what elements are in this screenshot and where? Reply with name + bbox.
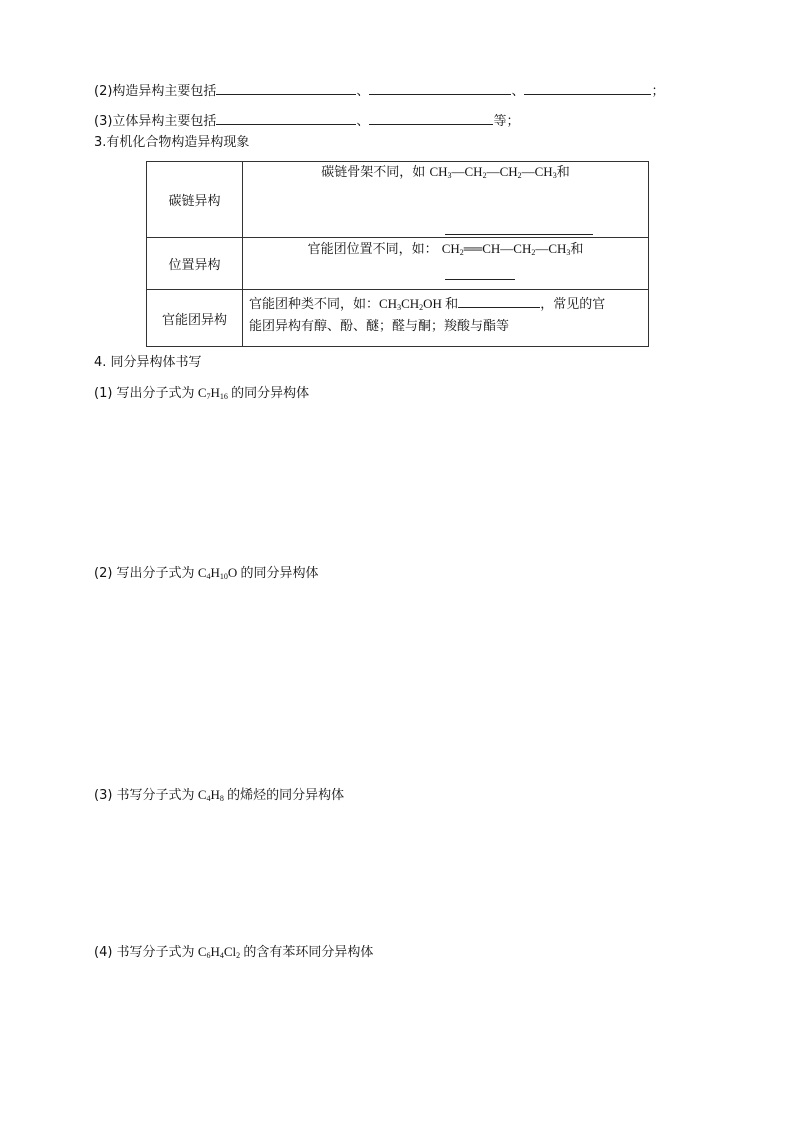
- question-2-line: [94, 80, 664, 101]
- separator: 、: [511, 84, 525, 99]
- functional-group-text-b: ，常见的官: [540, 297, 606, 312]
- isomerism-table: [146, 161, 649, 347]
- connector-and: 和: [570, 242, 584, 257]
- row-content-position: [243, 238, 649, 290]
- answer-blank[interactable]: [458, 293, 540, 308]
- line-end: ；: [651, 84, 665, 99]
- table-row: [147, 290, 649, 347]
- position-text: 官能团位置不同，如：: [307, 242, 438, 257]
- formula-c6h4cl2: $C_6H_4Cl_2$: [194, 944, 241, 960]
- answer-area[interactable]: [94, 807, 694, 937]
- formula-butane: $CH_3—CH_2—CH_2—CH_3$: [429, 164, 557, 180]
- answer-blank[interactable]: [216, 110, 356, 125]
- formula-c4h10o: $C_4H_{10}O$: [194, 565, 241, 581]
- row-label-functional-group: 官能团异构: [147, 290, 243, 347]
- question-4-4-prefix: (4) 书写分子式为: [94, 945, 195, 960]
- answer-blank[interactable]: [369, 110, 493, 125]
- answer-area[interactable]: [94, 585, 694, 775]
- carbon-chain-text: 碳链骨架不同，如: [321, 165, 426, 180]
- formula-ethanol: $CH_3CH_2OH$: [379, 296, 446, 312]
- functional-group-text-c: 能团异构有醇、酚、醚；醛与酮；羧酸与酯等: [249, 319, 510, 334]
- question-4-2: [94, 564, 319, 583]
- answer-blank[interactable]: [216, 80, 356, 95]
- separator: 、: [356, 114, 370, 129]
- question-4-2-suffix: 的同分异构体: [240, 566, 319, 581]
- connector-and: 和: [445, 297, 459, 312]
- question-4-3-prefix: (3) 书写分子式为: [94, 788, 195, 803]
- answer-blank[interactable]: [524, 80, 651, 95]
- question-3-prefix: (3)立体异构主要包括: [94, 114, 217, 129]
- question-4-4: [94, 943, 373, 962]
- question-4-4-suffix: 的含有苯环同分异构体: [243, 945, 374, 960]
- connector-and: 和: [556, 165, 570, 180]
- question-2-prefix: (2)构造异构主要包括: [94, 84, 217, 99]
- answer-blank[interactable]: [445, 265, 515, 280]
- answer-area[interactable]: [94, 405, 694, 555]
- formula-c4h8: $C_4H_8$: [194, 787, 224, 803]
- question-4-1-suffix: 的同分异构体: [231, 386, 310, 401]
- answer-blank[interactable]: [369, 80, 511, 95]
- separator: 、: [356, 84, 370, 99]
- table-row: [147, 238, 649, 290]
- section-4-title: 4. 同分异构体书写: [94, 355, 202, 370]
- question-4-1: [94, 384, 309, 403]
- answer-blank[interactable]: [445, 220, 593, 235]
- line-end: 等；: [493, 114, 520, 129]
- formula-butene: $CH_2══CH—CH_2—CH_3$: [441, 241, 571, 257]
- row-content-functional-group: [243, 290, 649, 347]
- row-label-position: 位置异构: [147, 238, 243, 290]
- table-row: [147, 162, 649, 238]
- question-4-3: [94, 786, 344, 805]
- row-label-carbon-chain: 碳链异构: [147, 162, 243, 238]
- row-content-carbon-chain: [243, 162, 649, 238]
- question-4-1-prefix: (1) 写出分子式为: [94, 386, 195, 401]
- question-4-3-suffix: 的烯烃的同分异构体: [227, 788, 345, 803]
- section-3-title: 3.有机化合物构造异构现象: [94, 135, 250, 150]
- formula-c7h16: $C_7H_{16}$: [194, 385, 228, 401]
- functional-group-text-a: 官能团种类不同，如：: [249, 297, 380, 312]
- question-4-2-prefix: (2) 写出分子式为: [94, 566, 195, 581]
- answer-area[interactable]: [94, 964, 694, 1104]
- question-3-line: [94, 110, 519, 131]
